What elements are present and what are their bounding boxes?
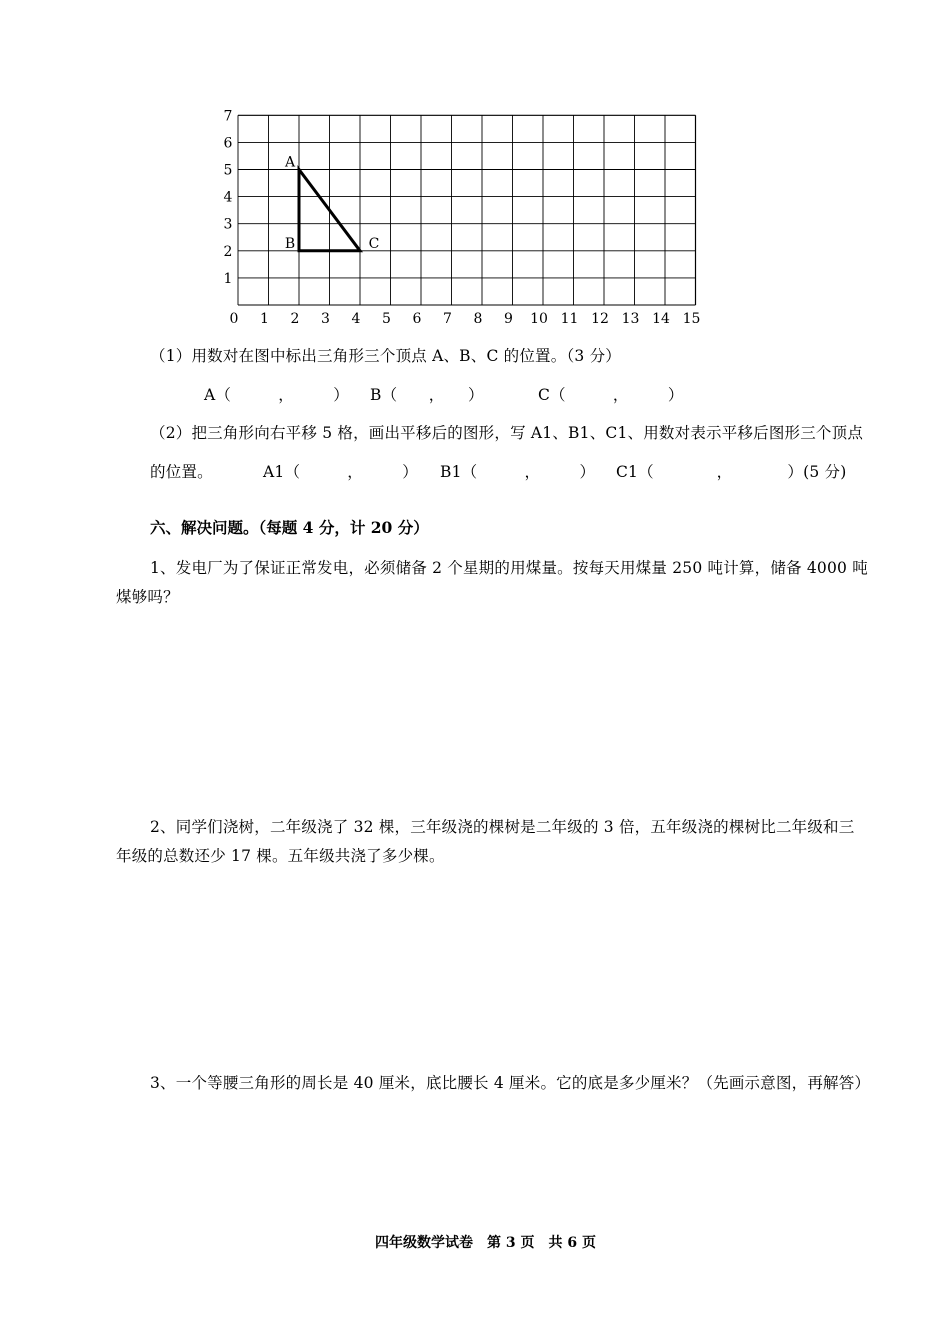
x-tick-label: 14 [652, 311, 670, 327]
answer-b1: B1（ ， ） [440, 463, 596, 481]
x-tick-label: 9 [504, 311, 513, 327]
x-tick-label: 11 [560, 311, 579, 327]
y-tick-label: 3 [223, 216, 233, 233]
problem2-line1: 2、同学们浇树，二年级浇了 32 棵，三年级浇的棵树是二年级的 3 倍，五年级浇的棵树比二年级和三 [150, 818, 855, 836]
coordinate-grid [0, 0, 950, 340]
x-tick-label: 15 [682, 311, 701, 327]
grid-lines [238, 115, 696, 305]
answer-c1: C1（ ， ）(5 分) [616, 463, 847, 481]
q5-part2-prefix: 的位置。 [150, 463, 213, 481]
y-tick-label: 1 [223, 270, 233, 287]
problem1-line1: 1、发电厂为了保证正常发电，必须储备 2 个星期的用煤量。按每天用煤量 250 吨计算，储备 4000 吨 [150, 559, 868, 577]
x-tick-label: 4 [351, 311, 361, 327]
problem1-line2: 煤够吗？ [116, 588, 179, 606]
problem3-line1: 3、一个等腰三角形的周长是 40 厘米，底比腰长 4 厘米。它的底是多少厘米？（先画示意图，再解答） [150, 1074, 871, 1092]
answer-a1: A1（ ， ） [263, 463, 419, 481]
answer-c: C（ ， ） [538, 386, 684, 404]
x-tick-label: 13 [621, 311, 640, 327]
y-tick-label: 2 [223, 243, 233, 260]
x-tick-label: 2 [290, 311, 300, 327]
vertex-label-a: A [284, 154, 296, 171]
x-tick-label: 0 [229, 311, 239, 327]
y-tick-label: 5 [223, 162, 233, 179]
answer-b: B（ ， ） [370, 386, 484, 404]
y-tick-label: 6 [223, 135, 233, 152]
y-tick-label: 7 [223, 108, 233, 125]
answer-a: A（ ， ） [204, 386, 349, 404]
x-tick-labels [230, 311, 701, 327]
y-tick-labels [224, 108, 233, 287]
y-tick-label: 4 [223, 189, 233, 206]
x-tick-label: 12 [591, 311, 609, 327]
q5-part1: （1）用数对在图中标出三角形三个顶点 A、B、C 的位置。（3 分） [150, 347, 621, 365]
x-tick-label: 1 [260, 311, 269, 327]
problem2-line2: 年级的总数还少 17 棵。五年级共浇了多少棵。 [116, 847, 445, 865]
x-tick-label: 7 [443, 311, 452, 327]
x-tick-label: 8 [473, 311, 483, 327]
vertex-label-c: C [368, 235, 380, 252]
section6-title: 六、解决问题。（每题 4 分，计 20 分） [150, 518, 429, 537]
x-tick-label: 10 [530, 311, 548, 327]
x-tick-label: 6 [412, 311, 422, 327]
vertex-label-b: B [284, 235, 296, 252]
x-tick-label: 3 [321, 311, 330, 327]
page-footer: 四年级数学试卷 第 3 页 共 6 页 [375, 1235, 596, 1251]
q5-part2-line1: （2）把三角形向右平移 5 格，画出平移后的图形，写 A1、B1、C1、用数对表示平移后图形三个顶点 [150, 424, 864, 442]
x-tick-label: 5 [382, 311, 391, 327]
